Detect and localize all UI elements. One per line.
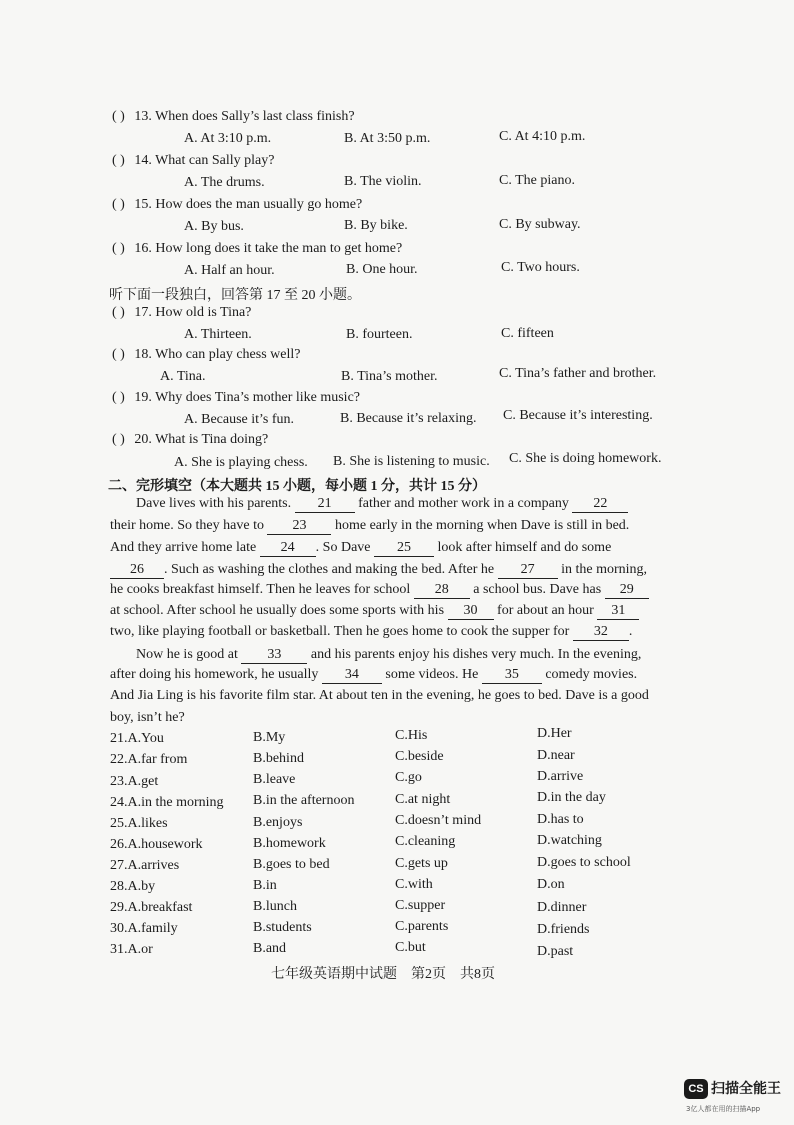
cloze-option-d: D.Her: [537, 726, 572, 741]
cloze-option-d: D.watching: [537, 833, 602, 848]
passage-text: in the morning,: [561, 562, 648, 577]
cloze-option-a: 24.A.in the morning: [110, 795, 224, 810]
cloze-option-b: B.behind: [253, 751, 304, 766]
cloze-option-a: 31.A.or: [110, 942, 153, 957]
passage-text: . Such as washing the clothes and making the bed. After he: [164, 562, 495, 577]
passage-line-10: And Jia Ling is his favorite film star. At about ten in the evening, he goes to bed. Dave is a good: [110, 688, 649, 703]
passage-text: at school. After school he usually does some sports with his: [110, 603, 445, 618]
option-b: B. Because it’s relaxing.: [340, 411, 477, 426]
passage-line-3: [110, 540, 611, 557]
scanner-brand-name: 扫描全能王: [711, 1081, 781, 1097]
question-20: [112, 432, 268, 448]
cloze-option-c: C.cleaning: [395, 834, 456, 849]
question-stem: 16. How long does it take the man to get home?: [134, 241, 403, 256]
passage-text: Dave lives with his parents.: [136, 496, 292, 511]
option-a: A. Tina.: [160, 369, 206, 384]
answer-paren: ( ): [112, 305, 125, 320]
passage-line-11: boy, isn’t he?: [110, 710, 185, 725]
passage-text: And they arrive home late: [110, 540, 257, 555]
cloze-option-c: C.supper: [395, 898, 446, 913]
option-c: C. Tina’s father and brother.: [499, 366, 657, 381]
blank-26: 26: [110, 562, 164, 579]
option-b: B. By bike.: [344, 218, 408, 233]
blank-29: 29: [605, 582, 649, 599]
option-b: B. The violin.: [344, 174, 422, 189]
question-stem: 13. When does Sally’s last class finish?: [134, 109, 355, 124]
question-17: [112, 305, 251, 321]
answer-paren: ( ): [112, 347, 125, 362]
question-stem: 20. What is Tina doing?: [134, 432, 269, 447]
cloze-option-b: B.lunch: [253, 899, 297, 914]
passage-text: after doing his homework, he usually: [110, 667, 319, 682]
cloze-option-a: 25.A.likes: [110, 816, 168, 831]
passage-text: two, like playing football or basketball. Then he goes home to cook the supper for: [110, 624, 570, 639]
cloze-option-c: C.go: [395, 770, 422, 785]
question-13: [112, 109, 355, 125]
cloze-option-d: D.past: [537, 944, 574, 959]
blank-22: 22: [572, 496, 628, 513]
passage-text: for about an hour: [497, 603, 594, 618]
cloze-option-c: C.His: [395, 728, 428, 743]
passage-text: home early in the morning when Dave is still in bed.: [334, 518, 630, 533]
passage-text: Now he is good at: [136, 647, 238, 662]
cloze-option-d: D.arrive: [537, 769, 584, 784]
question-15: [112, 197, 362, 213]
question-16: [112, 241, 402, 257]
blank-28: 28: [414, 582, 470, 599]
question-stem: 17. How old is Tina?: [134, 305, 252, 320]
cloze-option-a: 29.A.breakfast: [110, 900, 193, 915]
option-a: A. By bus.: [184, 219, 244, 234]
question-stem: 18. Who can play chess well?: [134, 347, 301, 362]
passage-line-9: [110, 667, 637, 684]
passage-text: father and mother work in a company: [358, 496, 569, 511]
cloze-option-d: D.in the day: [537, 790, 606, 805]
passage-text: some videos. He: [385, 667, 479, 682]
option-b: B. One hour.: [346, 262, 418, 277]
cloze-option-d: D.dinner: [537, 900, 587, 915]
cloze-option-b: B.My: [253, 730, 286, 745]
cloze-option-d: D.near: [537, 748, 575, 763]
blank-32: 32: [573, 624, 629, 641]
option-b: B. She is listening to music.: [333, 454, 490, 469]
passage-line-5: [110, 582, 649, 599]
answer-paren: ( ): [112, 197, 125, 212]
cloze-option-b: B.in: [253, 878, 277, 893]
answer-paren: ( ): [112, 153, 125, 168]
passage-text: their home. So they have to: [110, 518, 264, 533]
passage-text: .: [628, 624, 633, 639]
answer-paren: ( ): [112, 390, 125, 405]
passage-line-8: [136, 647, 641, 664]
passage-text: and his parents enjoy his dishes very much. In the evening,: [310, 647, 642, 662]
cloze-option-c: C.with: [395, 877, 433, 892]
cloze-option-c: C.but: [395, 940, 426, 955]
option-c: C. Because it’s interesting.: [503, 408, 653, 423]
question-14: [112, 153, 274, 169]
question-stem: 19. Why does Tina’s mother like music?: [134, 390, 361, 405]
cloze-option-c: C.gets up: [395, 856, 448, 871]
passage-line-7: [110, 624, 632, 641]
passage-text: a school bus. Dave has: [473, 582, 602, 597]
passage-text: look after himself and do some: [437, 540, 612, 555]
listening-instruction: 听下面一段独白，回答第 17 至 20 小题。: [109, 288, 361, 303]
cloze-option-a: 22.A.far from: [110, 752, 188, 767]
blank-25: 25: [374, 540, 434, 557]
cloze-option-c: C.parents: [395, 919, 449, 934]
option-c: C. fifteen: [501, 326, 554, 341]
cloze-option-d: D.goes to school: [537, 855, 631, 870]
cloze-option-b: B.in the afternoon: [253, 793, 355, 808]
blank-30: 30: [448, 603, 494, 620]
answer-paren: ( ): [112, 241, 125, 256]
passage-line-6: [110, 603, 639, 620]
option-a: A. At 3:10 p.m.: [184, 131, 272, 146]
passage-line-1: [136, 496, 628, 513]
blank-21: 21: [295, 496, 355, 513]
cloze-option-a: 26.A.housework: [110, 837, 203, 852]
cloze-option-a: 30.A.family: [110, 921, 178, 936]
question-stem: 14. What can Sally play?: [134, 153, 275, 168]
cloze-option-a: 21.A.You: [110, 731, 164, 746]
option-a: A. Thirteen.: [184, 327, 252, 342]
option-b: B. At 3:50 p.m.: [344, 131, 431, 146]
option-c: C. By subway.: [499, 217, 581, 232]
option-a: A. Because it’s fun.: [184, 412, 295, 427]
option-c: C. At 4:10 p.m.: [499, 129, 586, 144]
question-18: [112, 347, 300, 363]
cloze-option-a: 27.A.arrives: [110, 858, 180, 873]
blank-35: 35: [482, 667, 542, 684]
option-a: A. The drums.: [184, 175, 265, 190]
camscanner-logo-icon: CS: [684, 1079, 708, 1099]
passage-text: he cooks breakfast himself. Then he leaves for school: [110, 582, 411, 597]
cloze-option-d: D.friends: [537, 922, 590, 937]
cloze-option-c: C.doesn’t mind: [395, 813, 482, 828]
cloze-option-d: D.has to: [537, 812, 584, 827]
cloze-option-d: D.on: [537, 877, 565, 892]
cloze-option-b: B.enjoys: [253, 815, 303, 830]
blank-23: 23: [267, 518, 331, 535]
blank-27: 27: [498, 562, 558, 579]
scanner-tagline: 3亿人都在用的扫描App: [686, 1105, 761, 1113]
answer-paren: ( ): [112, 432, 125, 447]
cloze-option-b: B.students: [253, 920, 312, 935]
section-title: 二、完形填空（本大题共 15 小题，每小题 1 分，共计 15 分）: [108, 479, 486, 494]
option-c: C. She is doing homework.: [509, 451, 662, 466]
option-a: A. She is playing chess.: [174, 455, 308, 470]
cloze-option-b: B.goes to bed: [253, 857, 330, 872]
answer-paren: ( ): [112, 109, 125, 124]
passage-line-2: [110, 518, 629, 535]
blank-34: 34: [322, 667, 382, 684]
passage-text: comedy movies.: [545, 667, 638, 682]
cloze-option-b: B.homework: [253, 836, 326, 851]
cloze-option-c: C.beside: [395, 749, 444, 764]
blank-31: 31: [597, 603, 639, 620]
option-b: B. fourteen.: [346, 327, 413, 342]
cloze-option-a: 28.A.by: [110, 879, 156, 894]
option-c: C. Two hours.: [501, 260, 580, 275]
cloze-option-b: B.leave: [253, 772, 296, 787]
question-19: [112, 390, 360, 406]
blank-24: 24: [260, 540, 316, 557]
page-footer: 七年级英语期中试题 第2页 共8页: [271, 967, 495, 982]
passage-line-4: [110, 562, 647, 579]
option-a: A. Half an hour.: [184, 263, 275, 278]
question-stem: 15. How does the man usually go home?: [134, 197, 363, 212]
option-c: C. The piano.: [499, 173, 575, 188]
cloze-option-c: C.at night: [395, 792, 451, 807]
passage-text: . So Dave: [315, 540, 371, 555]
option-b: B. Tina’s mother.: [341, 369, 438, 384]
blank-33: 33: [241, 647, 307, 664]
cloze-option-b: B.and: [253, 941, 287, 956]
cloze-option-a: 23.A.get: [110, 774, 159, 789]
